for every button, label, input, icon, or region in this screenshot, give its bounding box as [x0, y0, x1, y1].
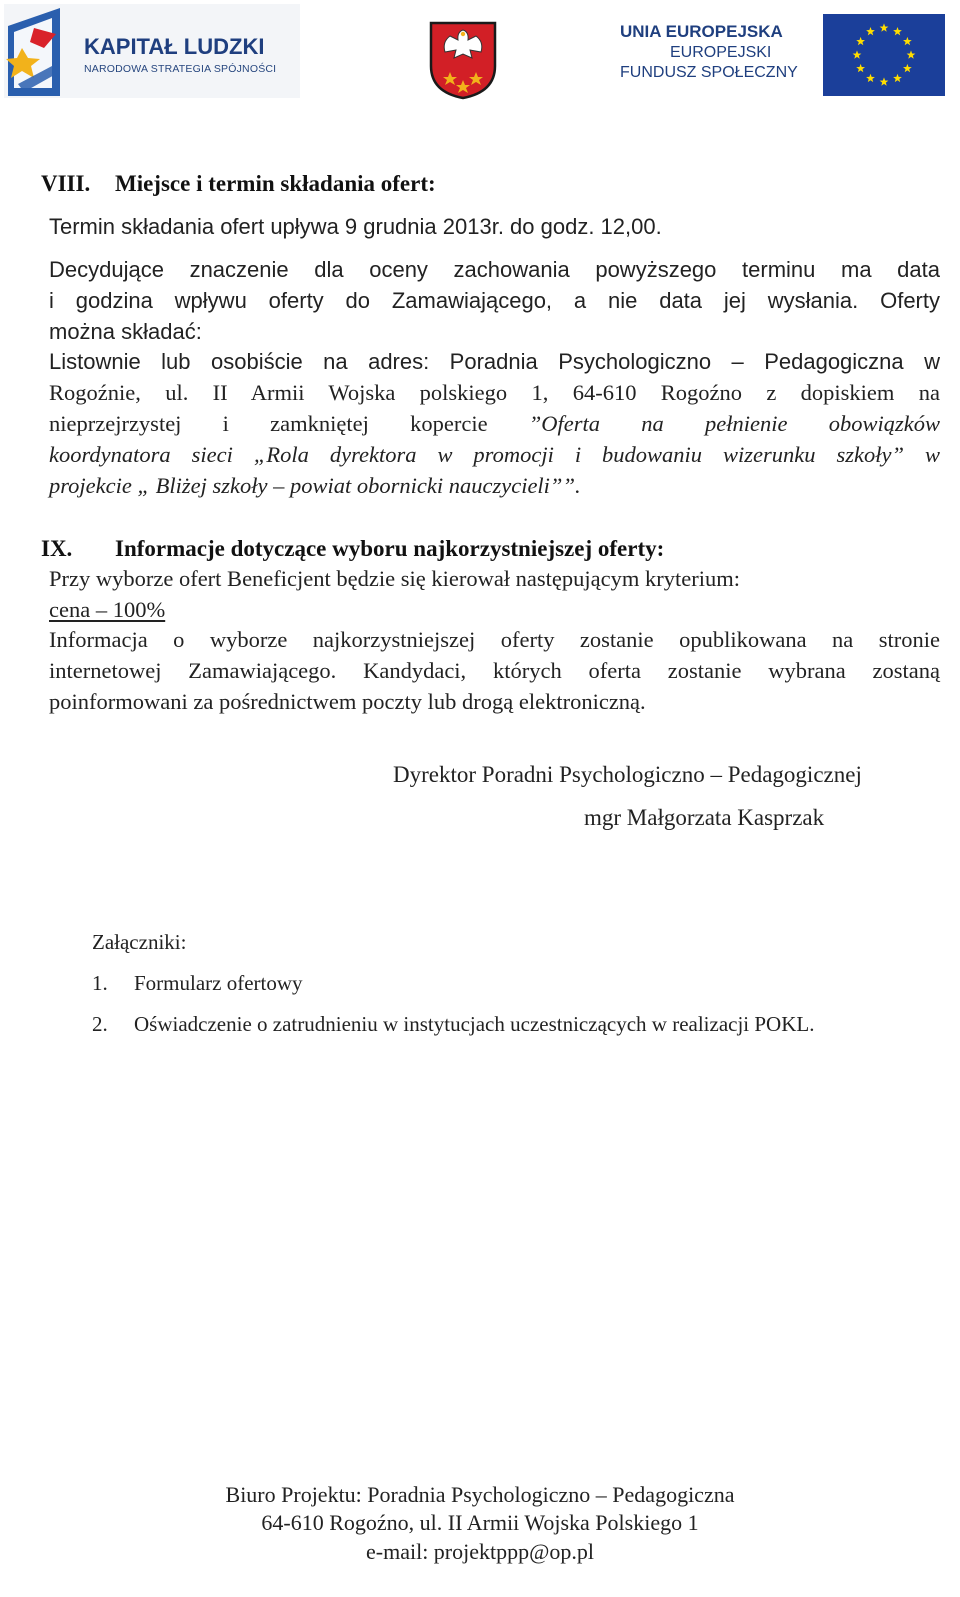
- text-line: Informacja o wyborze najkorzystniejszej oferty zostanie opublikowana na stronie: [49, 627, 940, 652]
- section-8-title: Miejsce i termin składania ofert:: [115, 171, 436, 196]
- section-9-heading: [41, 536, 664, 562]
- text-line: poinformowani za pośrednictwem poczty lub drogą elektroniczną.: [49, 689, 646, 714]
- criterion-value: cena – 100%: [49, 597, 166, 622]
- kapital-ludzki-subtitle: NARODOWA STRATEGIA SPÓJNOŚCI: [84, 63, 277, 75]
- attachment-index: 1.: [92, 971, 108, 995]
- text-line: i godzina wpływu oferty do Zamawiającego, a nie data jej wysłania. Oferty: [49, 288, 940, 313]
- section-8-heading: [41, 171, 436, 197]
- text-line: [49, 411, 940, 442]
- attachment-text: Oświadczenie o zatrudnieniu w instytucjach uczestniczących w realizacji POKL.: [134, 1012, 815, 1036]
- eu-line-3: FUNDUSZ SPOŁECZNY: [620, 64, 798, 81]
- signature-role: Dyrektor Poradni Psychologiczno – Pedagogicznej: [393, 762, 862, 787]
- paragraph-submission-address: [49, 349, 940, 504]
- text-line: można składać:: [49, 319, 202, 344]
- signature-name: mgr Małgorzata Kasprzak: [584, 805, 825, 830]
- coat-of-arms-icon: [428, 20, 498, 100]
- eu-line-1: UNIA EUROPEJSKA: [620, 22, 783, 41]
- criterion-intro: Przy wyborze ofert Beneficjent będzie się kierował następującym kryterium:: [49, 566, 740, 591]
- text-line: Rogoźnie, ul. II Armii Wojska polskiego 1, 64-610 Rogoźno z dopiskiem na: [49, 380, 940, 405]
- eu-flag-icon: [823, 14, 945, 96]
- deadline-text: Termin składania ofert upływa 9 grudnia 2013r. do godz. 12,00.: [49, 214, 662, 239]
- text-fragment-italic: ”Oferta na pełnienie obowiązków: [528, 411, 940, 436]
- footer-office-line: Biuro Projektu: Poradnia Psychologiczno – Pedagogiczna: [225, 1482, 735, 1507]
- section-9-title: Informacje dotyczące wyboru najkorzystniejszej oferty:: [115, 536, 665, 561]
- attachment-index: 2.: [92, 1012, 108, 1036]
- text-line: projekcie „ Bliżej szkoły – powiat obornicki nauczycieli””.: [49, 473, 581, 498]
- text-fragment: nieprzejrzystej i zamkniętej kopercie: [49, 411, 529, 436]
- footer-address-line: 64-610 Rogoźno, ul. II Armii Wojska Polskiego 1: [261, 1510, 699, 1535]
- text-line: Decydujące znaczenie dla oceny zachowania powyższego terminu ma data: [49, 257, 940, 282]
- kapital-ludzki-logo: [4, 4, 300, 98]
- text-line: koordynatora sieci „Rola dyrektora w promocji i budowaniu wizerunku szkoły” w: [49, 442, 940, 467]
- attachment-item: [92, 971, 303, 996]
- kapital-ludzki-title: KAPITAŁ LUDZKI: [84, 34, 265, 59]
- text-line: internetowej Zamawiającego. Kandydaci, których oferta zostanie wybrana zostaną: [49, 658, 940, 683]
- attachments-label: Załączniki:: [92, 930, 187, 954]
- text-line: Listownie lub osobiście na adres: Poradnia Psychologiczno – Pedagogiczna w: [49, 349, 940, 374]
- paragraph-deadline-note: [49, 257, 940, 350]
- attachment-text: Formularz ofertowy: [134, 971, 303, 995]
- paragraph-results: [49, 627, 940, 720]
- section-8-number: VIII.: [41, 171, 91, 196]
- footer-email-line: e-mail: projektppp@op.pl: [366, 1539, 594, 1564]
- attachment-item: [92, 1012, 814, 1037]
- eu-fund-text-logo: [620, 22, 810, 88]
- section-9-number: IX.: [41, 536, 73, 561]
- eu-line-2: EUROPEJSKI: [670, 44, 772, 61]
